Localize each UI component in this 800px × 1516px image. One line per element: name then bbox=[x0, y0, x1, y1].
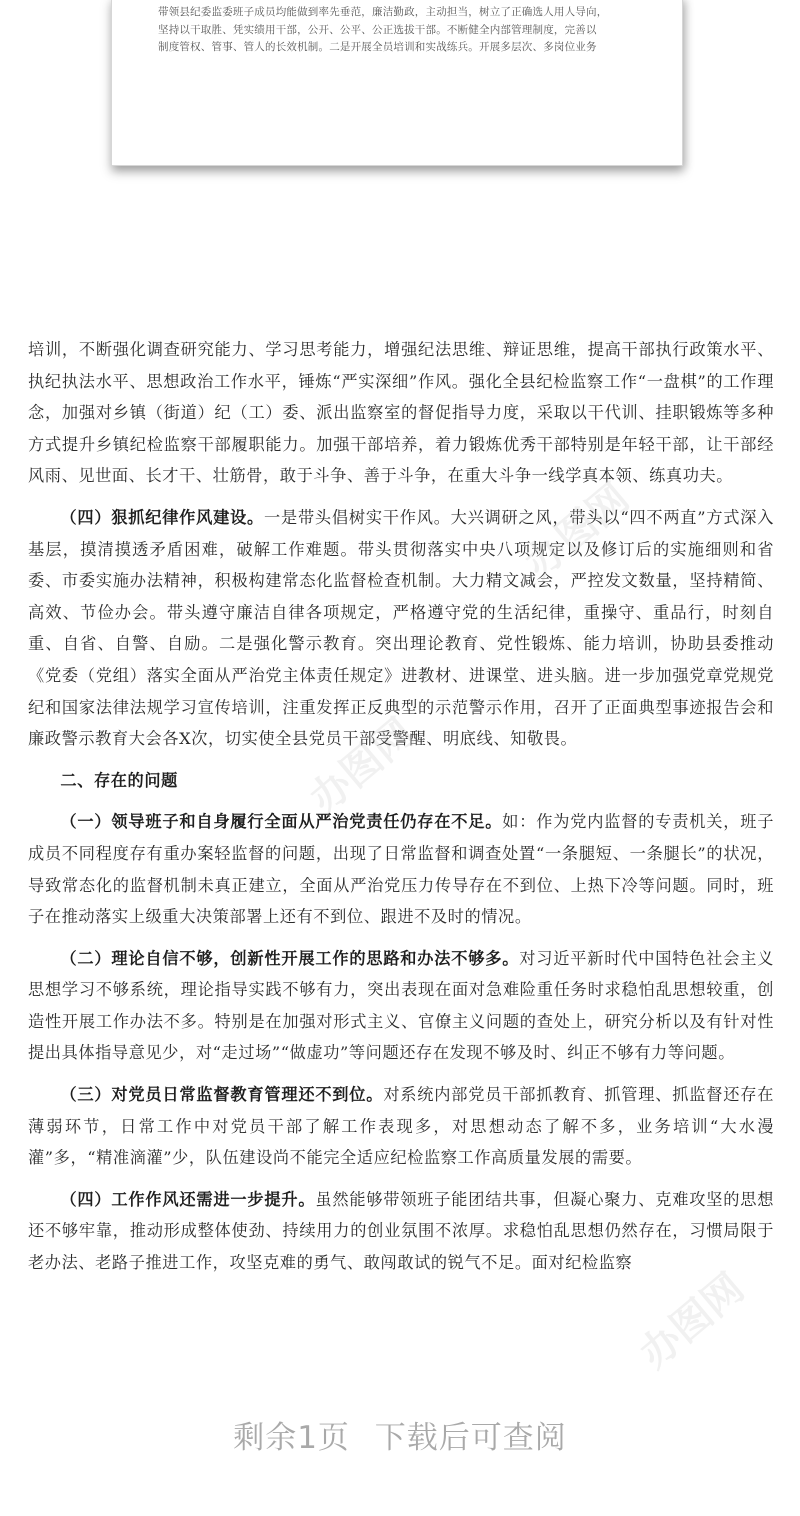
paragraph-heading: （四）工作作风还需进一步提升。 bbox=[60, 1189, 316, 1209]
paragraph bbox=[28, 806, 774, 932]
section-heading: 二、存在的问题 bbox=[60, 770, 178, 790]
paragraph bbox=[28, 1184, 774, 1279]
paragraph-text: 对习近平新时代中国特色社会主义思想学习不够系统，理论指导实践不够有力，突出表现在面对急难险重任务时求稳怕乱思想较重，创造性开展工作办法不多。特别是在加强对形式主义、官僚主义问题的查处上，研究分析以及有针对性提出具体指导意见少，对“走过场”“做虚功”等问题还存在发现不够及时、纠正不够有力等问题。 bbox=[28, 948, 775, 1063]
watermark: 办图网 bbox=[631, 1264, 753, 1378]
remaining-pages-label[interactable]: 剩余1页 bbox=[233, 1420, 350, 1456]
paragraph-heading: （一）领导班子和自身履行全面从严治党责任仍存在不足。 bbox=[60, 812, 503, 832]
paragraph-text: 如：作为党内监督的专责机关，班子成员不同程度存有重办案轻监督的问题，出现了日常监督和调查处置“一条腿短、一条腿长”的状况，导致常态化的监督机制未真正建立，全面从严治党压力传导存在不到位、上热下冷等问题。同时，班子在推动落实上级重大决策部署上还有不到位、跟进不及时的情况。 bbox=[28, 812, 774, 927]
paragraph bbox=[28, 502, 774, 755]
download-prompt[interactable] bbox=[0, 1412, 800, 1457]
paragraph bbox=[28, 1079, 774, 1174]
preview-line: 带领县纪委监委班子成员均能做到率先垂范，廉洁勤政，主动担当，树立了正确选人用人导向， bbox=[158, 6, 608, 18]
paragraph-text: 一是带头倡树实干作风。大兴调研之风，带头以“四不两直”方式深入基层，摸清摸透矛盾困难，破解工作难题。带头贯彻落实中央八项规定以及修订后的实施细则和省委、市委实施办法精神，积极构建常态化监督检查机制。大力精文减会，严控发文数量，坚持精简、高效、节俭办会。带头遵守廉洁自律各项规定，严格遵守党的生活纪律，重操守、重品行，时刻自重、自省、自警、自励。二是强化警示教育。突出理论教育、党性锻炼、能力培训，协助县委推动《党委（党组）落实全面从严治党主体责任规定》进教材、进课堂、进头脑。进一步加强党章党规党纪和国家法律法规学习宣传培训，注重发挥正反典型的示范警示作用，召开了正面典型事迹报告会和廉政警示教育大会各X次，切实使全县党员干部受警醒、明底线、知敬畏。 bbox=[28, 507, 775, 749]
preview-text bbox=[158, 4, 648, 57]
paragraph bbox=[28, 943, 774, 1069]
preview-line: 制度管权、管事、管人的长效机制。二是开展全员培训和实战练兵。开展多层次、多岗位业务 bbox=[158, 41, 597, 53]
watermark: 办图网 bbox=[301, 709, 423, 823]
preview-line: 坚持以干取胜、凭实绩用干部，公开、公平、公正选拔干部。不断健全内部管理制度，完善以 bbox=[158, 23, 597, 36]
paragraph-heading: （四）狠抓纪律作风建设。 bbox=[60, 507, 265, 527]
paragraph: 培训，不断强化调查研究能力、学习思考能力，增强纪法思维、辩证思维，提高干部执行政策水平、执纪执法水平、思想政治工作水平，锤炼“严实深细”作风。强化全县纪检监察工作“一盘棋”的工作理念，加强对乡镇（街道）纪（工）委、派出监察室的督促指导力度，采取以干代训、挂职锻炼等多种方式提升乡镇纪检监察干部履职能力。加强干部培养，着力锻炼优秀干部特别是年轻干部，让干部经风雨、见世面、长才干、壮筋骨，敢于斗争、善于斗争，在重大斗争一线学真本领、练真功夫。 bbox=[28, 340, 774, 486]
download-to-view-label[interactable]: 下载后可查阅 bbox=[374, 1420, 567, 1456]
paragraph-heading: （三）对党员日常监督教育管理还不到位。 bbox=[60, 1085, 384, 1105]
watermark: 办图网 bbox=[516, 474, 638, 588]
document-preview-card bbox=[111, 0, 683, 166]
document-body bbox=[28, 334, 774, 1279]
paragraph-text: 虽然能够带领班子能团结共事，但凝心聚力、克难攻坚的思想还不够牢靠，推动形成整体使劲、持续用力的创业氛围不浓厚。求稳怕乱思想仍然存在，习惯局限于老办法、老路子推进工作，攻坚克难的勇气、敢闯敢试的锐气不足。面对纪检监察 bbox=[28, 1189, 774, 1273]
paragraph-text: 对系统内部党员干部抓教育、抓管理、抓监督还存在薄弱环节，日常工作中对党员干部了解工作表现多，对思想动态了解不多，业务培训“大水漫灌”多，“精准滴灌”少，队伍建设尚不能完全适应纪检监察工作高质量发展的需要。 bbox=[28, 1085, 774, 1168]
paragraph-heading: （二）理论自信不够，创新性开展工作的思路和办法不够多。 bbox=[60, 948, 520, 968]
